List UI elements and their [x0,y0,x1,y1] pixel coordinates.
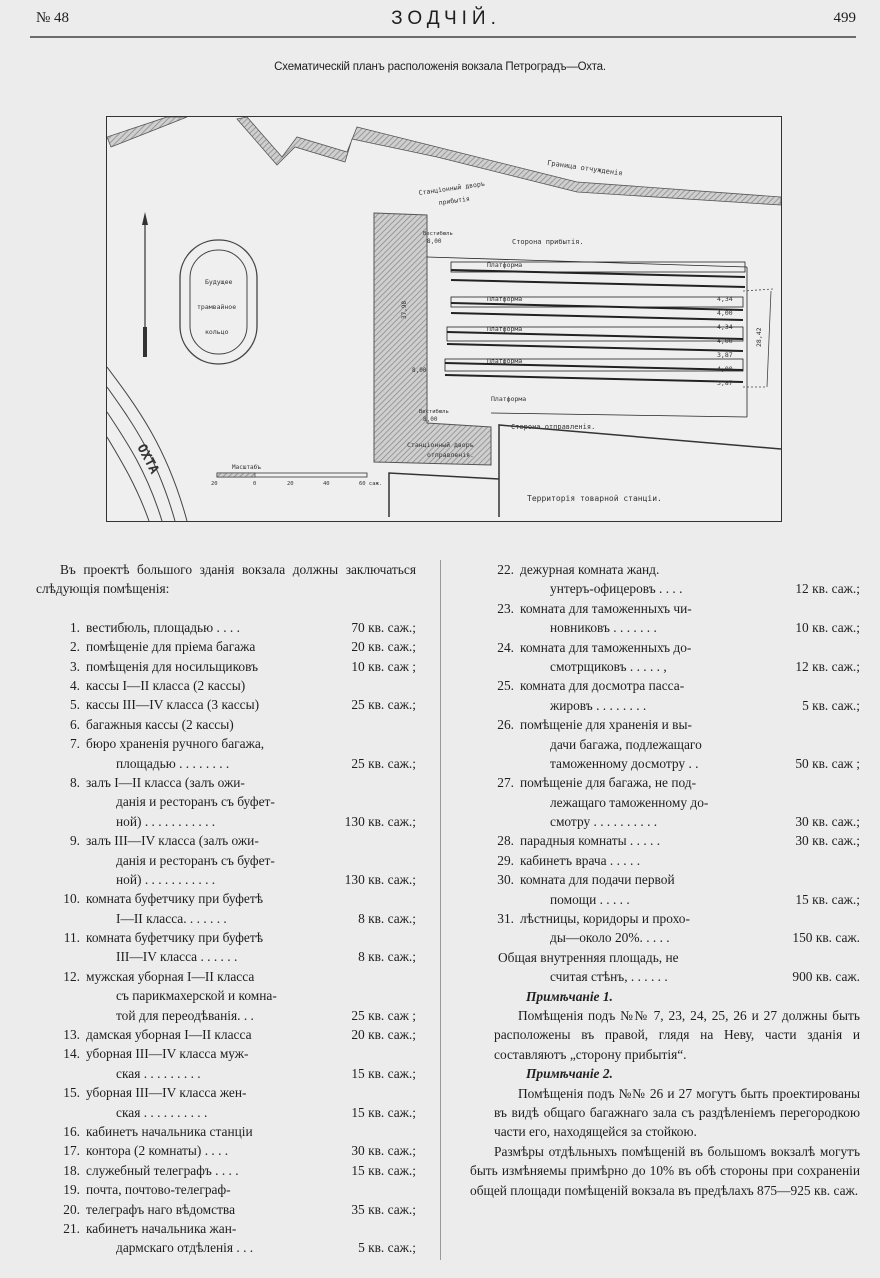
item-number: 28. [497,833,514,849]
room-list-item [470,599,860,618]
item-area: 25 кв. саж ; [351,1007,416,1023]
item-number: 8. [69,774,80,790]
room-list-item [36,637,416,656]
svg-text:Платформа: Платформа [487,261,523,269]
item-area: 25 кв. саж.; [351,755,416,771]
note-2-title: Примѣчаніе 2. [526,1066,613,1082]
item-number: 5. [69,697,80,713]
item-number: 7. [69,736,80,752]
item-number: 22. [497,562,514,577]
item-area: 30 кв. саж.; [795,833,860,849]
room-list-item [36,928,416,947]
room-list-item [36,870,416,889]
item-description: данія и ресторанъ съ буфет- [116,852,275,868]
item-number: 3. [69,658,80,674]
item-description: комната для подачи первой [520,872,675,888]
svg-text:4,34: 4,34 [717,323,733,331]
svg-text:4,34: 4,34 [717,295,733,303]
item-description: смотрщиковъ . . . . . , [550,658,667,674]
room-list-item [36,947,416,966]
room-list-item [36,1141,416,1160]
item-description: той для переодѣванія. . . [116,1007,254,1023]
item-description: почта, почтово-телеграф- [86,1182,231,1198]
item-description: дежурная комната жанд. [520,562,660,577]
svg-text:Вестибюль: Вестибюль [423,231,453,237]
svg-text:Граница отчужденія: Граница отчужденія [546,159,623,178]
item-area: 10 кв. саж ; [351,658,416,674]
item-number: 27. [497,775,514,791]
item-description: жировъ . . . . . . . . [550,697,647,713]
svg-text:ОХТА: ОХТА [133,441,162,477]
svg-text:4,00: 4,00 [717,309,733,317]
room-list-item [36,618,416,637]
item-number: 11. [63,930,80,946]
room-list-item [36,1006,416,1025]
item-description: унтеръ-офицеровъ . . . . [550,581,683,597]
item-number: 17. [63,1143,80,1159]
room-list-item [470,812,860,831]
room-list-item [36,792,416,811]
item-area: 10 кв. саж.; [795,620,860,636]
column-divider [440,560,441,1260]
page-header [36,8,856,38]
item-number: 1. [69,619,80,635]
item-number: 30. [497,872,514,888]
room-list-item [36,831,416,850]
svg-text:Платформа: Платформа [487,295,523,303]
item-description: дачи багажа, подлежащаго [550,736,702,752]
item-description: таможенному досмотру . . [550,755,699,771]
room-list-item [36,851,416,870]
item-description: вестибюль, площадью . . . . [86,619,240,635]
item-description: комната буфетчику при буфетѣ [86,930,263,946]
room-list-left [36,618,416,1258]
svg-text:Платформа: Платформа [487,325,523,333]
item-description: бюро храненія ручного багажа, [86,736,265,752]
item-area: 50 кв. саж ; [795,755,860,771]
room-list-item [470,676,860,695]
item-area: 35 кв. саж.; [351,1201,416,1217]
svg-text:Сторона отправленія.: Сторона отправленія. [511,423,596,431]
room-list-item [36,1200,416,1219]
item-number: 18. [63,1162,80,1178]
item-description: уборная III—IV класса жен- [86,1085,247,1101]
svg-text:60 саж.: 60 саж. [359,481,383,487]
item-area: 70 кв. саж.; [351,619,416,635]
item-area: 30 кв. саж.; [795,814,860,830]
svg-text:Станціонный дворъ: Станціонный дворъ [418,179,486,197]
room-list-item [470,928,860,947]
svg-text:8,00: 8,00 [427,238,442,245]
room-list-item [36,1122,416,1141]
item-description: ская . . . . . . . . . . [116,1104,208,1120]
room-list-item [36,1180,416,1199]
issue-number: № 48 [36,10,70,26]
room-list-item [36,695,416,714]
item-area: 25 кв. саж.; [351,697,416,713]
closing-paragraph: Размѣры отдѣльныхъ помѣщеній въ большомъ вокзалѣ могутъ быть измѣняемы примѣрно до 10% въ обѣ стороны при сохраненіи общей площади помѣщеній вокзала въ предѣлахъ 875—925 кв. саж. [470,1143,860,1198]
item-area: 5 кв. саж.; [358,1240,416,1256]
item-number: 14. [63,1046,80,1062]
svg-text:Будущее: Будущее [205,278,233,286]
room-list-item [470,638,860,657]
item-area: 15 кв. саж.; [351,1162,416,1178]
svg-text:20: 20 [287,481,294,487]
item-area: 8 кв. саж.; [358,910,416,926]
item-number: 26. [497,717,514,733]
item-number: 23. [497,600,514,616]
item-description: кабинетъ начальника жан- [86,1220,237,1236]
item-description: помощи . . . . . [550,891,630,907]
room-list-item [36,657,416,676]
item-area: 12 кв. саж.; [795,581,860,597]
room-list-item [36,676,416,695]
room-list-item [36,1044,416,1063]
item-description: служебный телеграфъ . . . . [86,1162,239,1178]
total-area-value: 900 кв. саж. [792,969,860,985]
item-number: 16. [63,1123,80,1139]
room-list-item [36,1238,416,1257]
svg-text:кольцо: кольцо [205,328,229,336]
svg-text:Вестибюль: Вестибюль [419,409,449,415]
svg-text:40: 40 [323,481,330,487]
figure-caption: Схематическій планъ расположенія вокзала Петроградъ—Охта. [274,61,606,73]
svg-text:3,87: 3,87 [717,379,733,387]
svg-text:Территорія товарной станціи.: Территорія товарной станціи. [527,494,662,503]
svg-text:3,87: 3,87 [717,351,733,359]
item-description: кассы III—IV класса (3 кассы) [86,697,260,713]
item-description: III—IV класса . . . . . . [116,949,238,965]
item-area: 8 кв. саж.; [358,949,416,965]
room-list-item [470,831,860,850]
svg-text:0: 0 [253,481,257,487]
item-description: телеграфъ наго вѣдомства [86,1201,236,1217]
item-description: I—II класса. . . . . . . [116,910,227,926]
item-description: дармскаго отдѣленія . . . [116,1240,254,1256]
item-description: комната для таможенныхъ до- [520,639,692,655]
item-area: 5 кв. саж.; [802,697,860,713]
room-list-item [36,967,416,986]
header-rule [30,36,856,38]
svg-text:Сторона прибытія.: Сторона прибытія. [512,238,584,246]
room-list-item [470,657,860,676]
item-number: 25. [497,678,514,694]
item-number: 12. [63,968,80,984]
item-description: лежащаго таможенному до- [550,794,709,810]
item-description: смотру . . . . . . . . . . [550,814,658,830]
item-area: 15 кв. саж.; [795,891,860,907]
room-list-item [36,986,416,1005]
item-description: помѣщеніе для пріема багажа [86,639,256,655]
item-number: 13. [63,1027,80,1043]
room-list-item [470,735,860,754]
svg-text:4,00: 4,00 [717,337,733,345]
room-list-item [36,1064,416,1083]
svg-text:Платформа: Платформа [487,357,523,365]
total-area-line2: считая стѣнъ, . . . . . . 900 кв. саж. [470,967,860,986]
room-list-item [470,754,860,773]
item-description: ды—около 20%. . . . . [550,930,670,946]
item-number: 4. [69,677,80,693]
room-list-item [36,734,416,753]
item-description: залъ III—IV класса (залъ ожи- [86,833,259,849]
page-number: 499 [833,10,856,26]
room-list-item [470,793,860,812]
room-list-item [470,773,860,792]
item-area: 15 кв. саж.; [351,1065,416,1081]
svg-text:20: 20 [211,481,218,487]
item-number: 31. [497,911,514,927]
svg-text:Масштабъ: Масштабъ [232,464,261,471]
room-list-item [36,1161,416,1180]
room-list-item [36,1025,416,1044]
room-list-item [36,754,416,773]
room-list-item [36,1103,416,1122]
item-description: дамская уборная I—II класса [86,1027,252,1043]
room-list-item [470,579,860,598]
room-list-item [470,870,860,889]
room-list-item [470,560,860,579]
room-list-item [470,696,860,715]
item-number: 9. [69,833,80,849]
item-description: залъ I—II класса (залъ ожи- [86,774,245,790]
item-area: 130 кв. саж.; [344,813,416,829]
item-description: ская . . . . . . . . . [116,1065,201,1081]
item-description: лѣстницы, коридоры и прохо- [520,911,690,927]
item-area: 20 кв. саж.; [351,639,416,655]
journal-title: ЗОДЧІЙ. [391,8,501,29]
room-list-item [36,1219,416,1238]
svg-text:4,00: 4,00 [717,365,733,373]
room-list-item [470,851,860,870]
item-description: кассы I—II класса (2 кассы) [86,677,246,693]
left-column [36,560,416,1258]
item-description: ной) . . . . . . . . . . . [116,813,216,829]
svg-text:8,00: 8,00 [412,367,427,374]
item-description: уборная III—IV класса муж- [86,1046,249,1062]
item-description: данія и ресторанъ съ буфет- [116,794,275,810]
item-description: комната буфетчику при буфетѣ [86,891,263,907]
item-description: мужская уборная I—II класса [86,968,255,984]
item-number: 19. [63,1182,80,1198]
item-area: 30 кв. саж.; [351,1143,416,1159]
item-area: 20 кв. саж.; [351,1027,416,1043]
room-list-right [470,560,860,948]
svg-text:8,00: 8,00 [423,416,438,423]
item-area: 15 кв. саж.; [351,1104,416,1120]
item-number: 29. [497,852,514,868]
room-list-item [36,773,416,792]
item-description: помѣщенія для носильщиковъ [86,658,259,674]
note-1-title: Примѣчаніе 1. [526,988,613,1004]
item-description: парадныя комнаты . . . . . [520,833,661,849]
item-area: 130 кв. саж.; [344,871,416,887]
item-description: комната для досмотра пасса- [520,678,685,694]
item-description: кабинетъ врача . . . . . [520,852,641,868]
svg-text:прибытія: прибытія [438,194,471,207]
svg-text:28,42: 28,42 [755,327,763,347]
svg-text:Станціонный дворъ: Станціонный дворъ [407,441,474,449]
item-description: комната для таможенныхъ чи- [520,600,692,616]
item-description: помѣщеніе для храненія и вы- [520,717,692,733]
item-area: 150 кв. саж. [792,930,860,946]
item-description: площадью . . . . . . . . [116,755,230,771]
room-list-item [470,890,860,909]
item-description: помѣщеніе для багажа, не под- [520,775,697,791]
item-area: 12 кв. саж.; [795,658,860,674]
total-area-line1: Общая внутренняя площадь, не [498,949,679,965]
site-plan-drawing [107,117,781,521]
item-description: ной) . . . . . . . . . . . [116,871,216,887]
item-number: 10. [63,891,80,907]
svg-text:37,98: 37,98 [401,300,408,319]
room-list-item [36,812,416,831]
svg-text:Платформа: Платформа [491,395,527,403]
item-description: багажныя кассы (2 кассы) [86,716,234,732]
note-1-text: Помѣщенія подъ №№ 7, 23, 24, 25, 26 и 27 должны быть расположены въ правой, глядя на Неву, части зданія и составляютъ „сторону прибытія“. [494,1007,860,1062]
room-list-item [36,715,416,734]
room-list-item [470,715,860,734]
intro-paragraph: Въ проектѣ большого зданія вокзала должны заключаться слѣдующія помѣщенія: [36,562,416,597]
item-number: 15. [63,1085,80,1101]
item-number: 24. [497,639,514,655]
item-description: контора (2 комнаты) . . . . [86,1143,229,1159]
item-number: 6. [69,716,80,732]
room-list-item [470,618,860,637]
room-list-item [36,1083,416,1102]
item-number: 21. [63,1220,80,1236]
svg-text:отправленія.: отправленія. [427,451,474,459]
item-number: 2. [69,639,80,655]
item-number: 20. [63,1201,80,1217]
station-plan-figure [106,116,782,522]
item-description: кабинетъ начальника станціи [86,1123,253,1139]
room-list-item [470,909,860,928]
note-2-text: Помѣщенія подъ №№ 26 и 27 могутъ быть проектированы въ видѣ общаго багажнаго зала съ раздѣленіемъ перегородкою части его, находящейся за стойкою. [494,1085,860,1140]
item-description: новниковъ . . . . . . . [550,620,657,636]
room-list-item [36,909,416,928]
svg-text:трамвайное: трамвайное [197,303,237,311]
right-column [470,560,860,1200]
item-description: съ парикмахерской и комна- [116,988,277,1004]
room-list-item [36,889,416,908]
